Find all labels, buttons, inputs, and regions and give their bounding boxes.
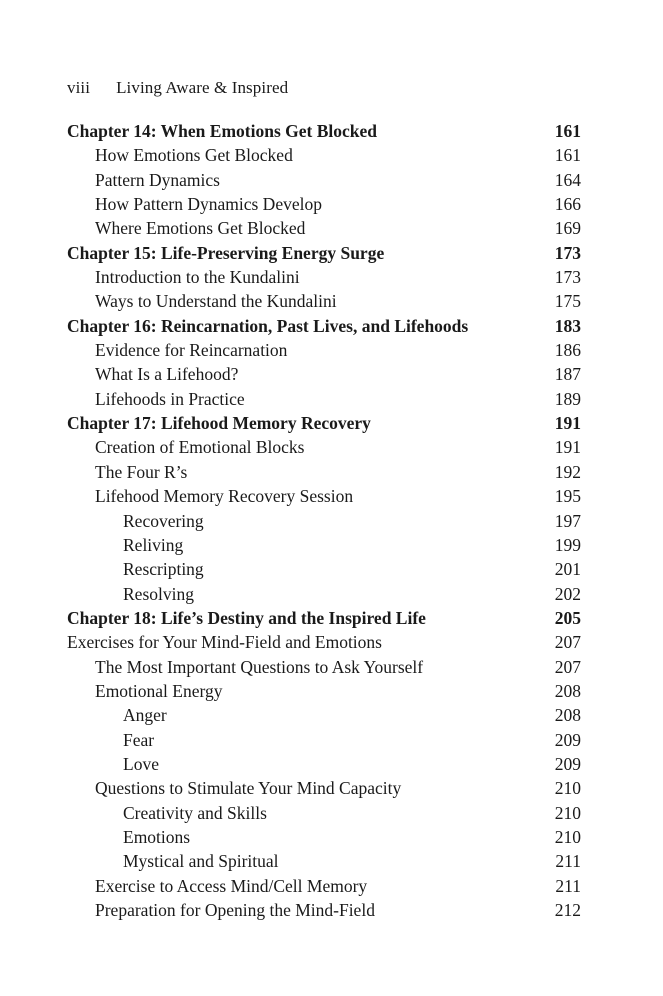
toc-page-number: 175 <box>554 291 581 312</box>
toc-page-number: 183 <box>554 315 581 336</box>
toc-entry-title: Reliving <box>123 534 184 555</box>
toc-chapter-row <box>67 314 581 338</box>
toc-entry-title: Creation of Emotional Blocks <box>95 437 305 458</box>
toc-entry-title: Introduction to the Kundalini <box>95 267 300 288</box>
toc-page-number: 202 <box>554 583 581 604</box>
toc-page-number: 191 <box>554 437 581 458</box>
toc-entry-row <box>67 362 581 386</box>
toc-entry-row <box>67 338 581 362</box>
toc-entry-row <box>67 484 581 508</box>
toc-entry-title: Ways to Understand the Kundalini <box>95 291 337 312</box>
toc-entry-title: What Is a Lifehood? <box>95 364 239 385</box>
toc-entry-title: Chapter 15: Life-Preserving Energy Surge <box>67 242 385 263</box>
toc-entry-title: Chapter 18: Life’s Destiny and the Inspired Life <box>67 607 426 628</box>
toc-page-number: 169 <box>554 218 581 239</box>
toc-page-number: 211 <box>555 875 581 896</box>
toc-page-number: 173 <box>554 242 581 263</box>
toc-page-number: 208 <box>554 705 581 726</box>
toc-entry-title: Resolving <box>123 583 194 604</box>
toc-entry-title: Creativity and Skills <box>123 802 267 823</box>
toc-page-number: 211 <box>555 851 581 872</box>
toc-entry-title: Recovering <box>123 510 204 531</box>
toc-entry-row <box>67 801 581 825</box>
toc-entry-title: Chapter 16: Reincarnation, Past Lives, and Lifehoods <box>67 315 469 336</box>
toc-chapter-row <box>67 119 581 143</box>
toc-entry-title: How Emotions Get Blocked <box>95 145 293 166</box>
toc-chapter-row <box>67 411 581 435</box>
toc-entry-row <box>67 192 581 216</box>
toc-entry-row <box>67 216 581 240</box>
toc-entry-title: Questions to Stimulate Your Mind Capacity <box>95 778 402 799</box>
toc-page-number: 199 <box>554 534 581 555</box>
toc-entry-row <box>67 168 581 192</box>
toc-entry-title: Emotions <box>123 826 191 847</box>
toc-entry-row <box>67 289 581 313</box>
toc-entry-title: Exercises for Your Mind-Field and Emotions <box>67 632 382 653</box>
toc-entry-row <box>67 679 581 703</box>
toc-entry-row <box>67 825 581 849</box>
toc-page-number: 207 <box>554 656 581 677</box>
toc-entry-title: Lifehood Memory Recovery Session <box>95 486 354 507</box>
toc-entry-row <box>67 703 581 727</box>
toc-page-number: 189 <box>554 388 581 409</box>
toc-page-number: 197 <box>554 510 581 531</box>
table-of-contents <box>67 119 581 922</box>
toc-entry-title: Anger <box>123 705 167 726</box>
toc-page-number: 187 <box>554 364 581 385</box>
toc-entry-row <box>67 874 581 898</box>
toc-entry-title: Pattern Dynamics <box>95 169 220 190</box>
toc-page-number: 205 <box>554 607 581 628</box>
toc-chapter-row <box>67 606 581 630</box>
toc-entry-title: The Most Important Questions to Ask Yourself <box>95 656 424 677</box>
toc-entry-title: Exercise to Access Mind/Cell Memory <box>95 875 368 896</box>
toc-page-number: 195 <box>554 486 581 507</box>
toc-page-number: 209 <box>554 753 581 774</box>
toc-page-number: 161 <box>554 121 581 141</box>
toc-page-number: 161 <box>554 145 581 166</box>
toc-page-number: 210 <box>554 778 581 799</box>
toc-entry-row <box>67 509 581 533</box>
toc-entry-row <box>67 582 581 606</box>
book-title: Living Aware & Inspired <box>116 78 289 97</box>
toc-page-number: 207 <box>554 632 581 653</box>
toc-entry-row <box>67 776 581 800</box>
toc-entry-title: Where Emotions Get Blocked <box>95 218 306 239</box>
toc-entry-row <box>67 655 581 679</box>
toc-page-number: 208 <box>554 680 581 701</box>
toc-entry-row <box>67 752 581 776</box>
toc-entry-title: Rescripting <box>123 559 204 580</box>
toc-entry-title: Fear <box>123 729 155 750</box>
toc-page-number: 209 <box>554 729 581 750</box>
toc-entry-row <box>67 265 581 289</box>
toc-entry-row <box>67 460 581 484</box>
toc-entry-title: Lifehoods in Practice <box>95 388 245 409</box>
toc-page-number: 201 <box>554 559 581 580</box>
toc-page-number: 186 <box>554 340 581 361</box>
running-header <box>67 78 288 98</box>
toc-entry-title: Evidence for Reincarnation <box>95 340 288 361</box>
toc-page-number: 166 <box>554 194 581 215</box>
toc-page-number: 212 <box>554 900 581 920</box>
toc-entry-title: Chapter 17: Lifehood Memory Recovery <box>67 413 371 434</box>
toc-chapter-row <box>67 241 581 265</box>
toc-entry-title: Preparation for Opening the Mind-Field <box>95 900 375 920</box>
toc-entry-title: Emotional Energy <box>95 680 223 701</box>
toc-entry-row <box>67 387 581 411</box>
toc-entry-row <box>67 533 581 557</box>
toc-entry-row <box>67 728 581 752</box>
toc-entry-title: The Four R’s <box>95 461 188 482</box>
toc-page-number: 191 <box>554 413 581 434</box>
toc-entry-title: How Pattern Dynamics Develop <box>95 194 322 215</box>
toc-page-number: 164 <box>554 169 581 190</box>
toc-page-number: 192 <box>554 461 581 482</box>
toc-entry-row <box>67 143 581 167</box>
toc-entry-title: Chapter 14: When Emotions Get Blocked <box>67 121 377 141</box>
toc-entry-row <box>67 849 581 873</box>
toc-entry-row <box>67 435 581 459</box>
toc-entry-row <box>67 898 581 922</box>
toc-entry-row <box>67 557 581 581</box>
toc-entry-title: Love <box>123 753 159 774</box>
toc-page-number: 210 <box>554 826 581 847</box>
toc-entry-title: Mystical and Spiritual <box>123 851 279 872</box>
toc-page-number: 173 <box>554 267 581 288</box>
toc-page-number: 210 <box>554 802 581 823</box>
toc-entry-row <box>67 630 581 654</box>
page-number: viii <box>67 78 91 97</box>
